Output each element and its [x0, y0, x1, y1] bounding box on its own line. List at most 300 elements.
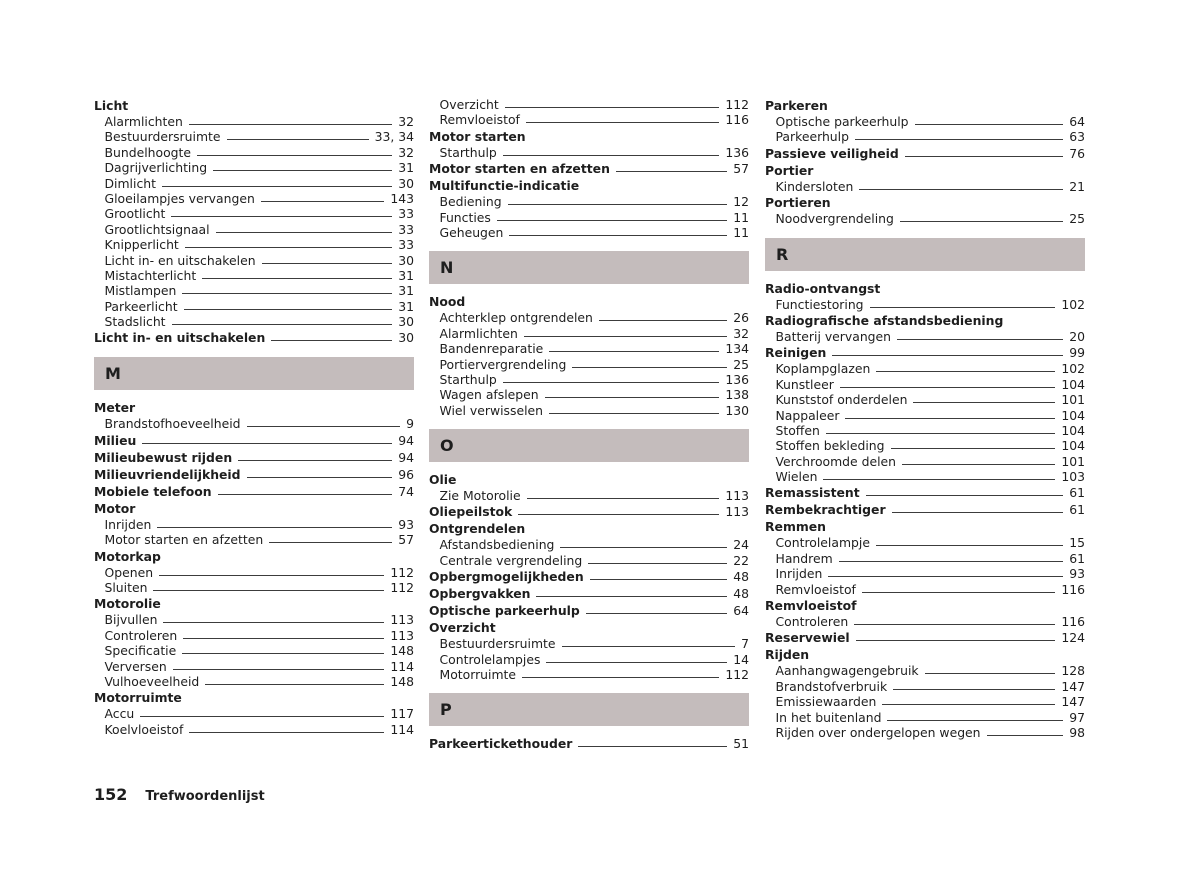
page-reference: 33 [398, 237, 414, 253]
page-reference: 32 [733, 325, 749, 341]
index-subentry [765, 679, 1085, 694]
entry-term: Controlelampjes [439, 651, 541, 667]
page-reference: 113 [725, 504, 749, 520]
page-reference: 96 [398, 466, 414, 482]
entry-term: Centrale vergrendeling [439, 552, 583, 568]
page-reference: 102 [1061, 296, 1085, 312]
index-subentry [94, 129, 414, 144]
leader-line [616, 171, 727, 172]
page-reference: 64 [733, 603, 749, 619]
leader-line [202, 278, 392, 279]
index-subentry [429, 667, 749, 682]
page-reference: 101 [1061, 392, 1085, 408]
entry-term: Handrem [775, 550, 833, 566]
leader-line [882, 704, 1055, 705]
page-reference: 94 [398, 432, 414, 448]
index-entry [765, 162, 1085, 179]
leader-line [887, 720, 1063, 721]
leader-line [518, 514, 719, 515]
entry-term: Wagen afslepen [439, 387, 539, 403]
leader-line [545, 397, 720, 398]
page-reference: 24 [733, 537, 749, 553]
leader-line [213, 170, 392, 171]
page-reference: 12 [733, 194, 749, 210]
leader-line [503, 155, 720, 156]
page-reference: 31 [398, 267, 414, 283]
entry-term: Milieuvriendelijkheid [94, 466, 241, 482]
entry-term: Brandstofhoeveelheid [104, 416, 241, 432]
index-subentry [429, 194, 749, 209]
index-subentry [94, 237, 414, 252]
index-subentry [765, 423, 1085, 438]
index-subentry [94, 283, 414, 298]
leader-line [503, 382, 720, 383]
index-column-2 [429, 97, 749, 752]
index-subentry [94, 706, 414, 721]
page-reference: 93 [1069, 566, 1085, 582]
entry-term: Inrijden [104, 516, 152, 532]
leader-line [915, 124, 1064, 125]
section-letter-header: R [765, 238, 1085, 271]
index-column-1 [94, 97, 414, 737]
entry-term: Bandenreparatie [439, 341, 544, 357]
entry-term: Milieu [94, 432, 137, 448]
index-entry [765, 646, 1085, 663]
index-entry [429, 520, 749, 537]
page-reference: 48 [733, 569, 749, 585]
leader-line [173, 669, 385, 670]
page-reference: 148 [390, 673, 414, 689]
entry-term: Motorruimte [439, 667, 517, 683]
entry-term: Stadslicht [104, 314, 166, 330]
leader-line [189, 732, 384, 733]
entry-term: Functiestoring [775, 296, 864, 312]
entry-term: Reservewiel [765, 630, 850, 646]
entry-term: Opbergvakken [429, 586, 531, 602]
index-subentry [94, 643, 414, 658]
page-reference: 112 [390, 564, 414, 580]
page-reference: 31 [398, 298, 414, 314]
index-subentry [429, 357, 749, 372]
index-entry [429, 177, 749, 194]
leader-line [205, 684, 384, 685]
entry-term: Afstandsbediening [439, 537, 555, 553]
index-entry [94, 689, 414, 706]
entry-term: Controlelampje [775, 535, 870, 551]
entry-term: Alarmlichten [439, 325, 518, 341]
page-reference: 134 [725, 341, 749, 357]
leader-line [159, 575, 384, 576]
leader-line [855, 139, 1063, 140]
leader-line [182, 293, 392, 294]
page-reference: 114 [390, 658, 414, 674]
entry-term: Multifunctie-indicatie [429, 178, 580, 194]
page-reference: 104 [1061, 422, 1085, 438]
leader-line [216, 232, 393, 233]
index-subentry [94, 314, 414, 329]
entry-term: Specificatie [104, 643, 177, 659]
entry-term: Rijden over ondergelopen wegen [775, 724, 981, 740]
entry-term: Grootlichtsignaal [104, 221, 210, 237]
index-subentry [429, 310, 749, 325]
leader-line [866, 495, 1064, 496]
page-reference: 143 [390, 190, 414, 206]
section-letter-header: N [429, 251, 749, 284]
entry-term: Radio-ontvangst [765, 280, 881, 296]
entry-term: Milieubewust rijden [94, 449, 233, 465]
index-entry [94, 432, 414, 449]
index-entry [94, 466, 414, 483]
leader-line [140, 716, 384, 717]
page-reference: 117 [390, 706, 414, 722]
entry-term: Nappaleer [775, 407, 840, 423]
page-reference: 33, 34 [374, 129, 414, 145]
leader-line [142, 443, 392, 444]
entry-term: Brandstofverbruik [775, 678, 888, 694]
index-subentry [429, 145, 749, 160]
entry-term: Bijvullen [104, 612, 158, 628]
index-subentry [765, 582, 1085, 597]
index-subentry [765, 377, 1085, 392]
index-subentry [765, 329, 1085, 344]
index-entry [765, 501, 1085, 518]
leader-line [163, 622, 384, 623]
page-reference: 138 [725, 387, 749, 403]
page-reference: 113 [725, 488, 749, 504]
index-entry [429, 619, 749, 636]
entry-term: Remvloeistof [775, 581, 856, 597]
entry-term: Inrijden [775, 566, 823, 582]
entry-term: Batterij vervangen [775, 328, 892, 344]
leader-line [590, 579, 728, 580]
index-entry [765, 518, 1085, 535]
page-reference: 31 [398, 160, 414, 176]
leader-line [183, 638, 384, 639]
page-reference: 11 [733, 209, 749, 225]
page-reference: 61 [1069, 485, 1085, 501]
leader-line [536, 596, 727, 597]
page-reference: 103 [1061, 469, 1085, 485]
index-subentry [94, 145, 414, 160]
page-reference: 101 [1061, 453, 1085, 469]
leader-line [546, 662, 727, 663]
page-reference: 113 [390, 612, 414, 628]
index-subentry [94, 612, 414, 627]
page-reference: 116 [725, 112, 749, 128]
page-reference: 93 [398, 516, 414, 532]
page-reference: 116 [1061, 614, 1085, 630]
entry-term: Reinigen [765, 345, 827, 361]
entry-term: Remassistent [765, 485, 860, 501]
index-entry [429, 128, 749, 145]
entry-term: Gloeilampjes vervangen [104, 190, 255, 206]
page-number: 152 [94, 785, 128, 804]
leader-line [189, 124, 392, 125]
entry-term: Openen [104, 564, 154, 580]
index-entry [765, 145, 1085, 162]
leader-line [522, 677, 719, 678]
page-reference: 30 [398, 175, 414, 191]
page-reference: 31 [398, 283, 414, 299]
leader-line [870, 307, 1056, 308]
index-subentry [429, 488, 749, 503]
page-reference: 51 [733, 736, 749, 752]
index-entry [94, 595, 414, 612]
page-footer [94, 785, 265, 804]
page-reference: 76 [1069, 145, 1085, 161]
leader-line [839, 561, 1064, 562]
index-subentry [765, 438, 1085, 453]
index-subentry [765, 663, 1085, 678]
leader-line [162, 186, 392, 187]
leader-line [876, 371, 1055, 372]
leader-line [892, 512, 1064, 513]
index-column-3 [765, 97, 1085, 740]
leader-line [197, 155, 392, 156]
index-subentry [765, 469, 1085, 484]
page-reference: 130 [725, 402, 749, 418]
page-reference: 74 [398, 483, 414, 499]
leader-line [526, 122, 719, 123]
leader-line [153, 590, 384, 591]
leader-line [826, 433, 1056, 434]
index-entry [94, 97, 414, 114]
index-subentry [765, 535, 1085, 550]
page-reference: 33 [398, 206, 414, 222]
page-reference: 112 [390, 580, 414, 596]
page-reference: 136 [725, 144, 749, 160]
entry-term: Accu [104, 706, 135, 722]
entry-term: Meter [94, 400, 136, 416]
index-subentry [765, 392, 1085, 407]
leader-line [271, 340, 392, 341]
entry-term: Remmen [765, 519, 826, 535]
index-entry [765, 312, 1085, 329]
leader-line [891, 448, 1056, 449]
entry-term: Portier [765, 162, 814, 178]
index-subentry [765, 114, 1085, 129]
entry-term: Radiografische afstandsbediening [765, 312, 1004, 328]
entry-term: Rembekrachtiger [765, 502, 886, 518]
entry-term: Remvloeistof [765, 598, 857, 614]
index-subentry [765, 614, 1085, 629]
leader-line [854, 624, 1055, 625]
leader-line [832, 355, 1063, 356]
leader-line [828, 576, 1063, 577]
index-subentry [765, 179, 1085, 194]
page-reference: 104 [1061, 407, 1085, 423]
index-subentry [765, 566, 1085, 581]
leader-line [856, 640, 1056, 641]
leader-line [586, 613, 727, 614]
leader-line [508, 204, 728, 205]
page-reference: 32 [398, 114, 414, 129]
leader-line [897, 339, 1063, 340]
entry-term: Motorruimte [94, 690, 182, 706]
index-subentry [94, 532, 414, 547]
entry-term: Zie Motorolie [439, 488, 521, 504]
entry-term: Parkeren [765, 98, 828, 113]
leader-line [157, 527, 392, 528]
index-entry [429, 735, 749, 752]
index-subentry [765, 710, 1085, 725]
entry-term: Dimlicht [104, 175, 156, 191]
entry-term: Stoffen [775, 422, 820, 438]
page-reference: 57 [398, 532, 414, 548]
index-entry [94, 483, 414, 500]
leader-line [185, 247, 392, 248]
entry-term: Grootlicht [104, 206, 166, 222]
section-letter-header: P [429, 693, 749, 726]
leader-line [524, 336, 727, 337]
index-subentry [429, 210, 749, 225]
page-reference: 148 [390, 643, 414, 659]
entry-term: Motor starten en afzetten [104, 532, 264, 548]
index-subentry [765, 725, 1085, 740]
index-subentry [429, 341, 749, 356]
leader-line [859, 189, 1063, 190]
entry-term: Stoffen bekleding [775, 438, 885, 454]
page-reference: 97 [1069, 709, 1085, 725]
page-reference: 25 [1069, 211, 1085, 227]
index-subentry [429, 652, 749, 667]
entry-term: Licht in- en uitschakelen [94, 330, 266, 346]
entry-term: Kunstleer [775, 376, 834, 392]
index-entry [765, 280, 1085, 297]
entry-term: Portieren [765, 195, 831, 211]
entry-term: Aanhangwagengebruik [775, 663, 919, 679]
index-entry [765, 597, 1085, 614]
index-subentry [765, 551, 1085, 566]
entry-term: Noodvergrendeling [775, 211, 894, 227]
entry-term: Alarmlichten [104, 114, 183, 129]
entry-term: Parkeerhulp [775, 129, 849, 145]
page-reference: 61 [1069, 502, 1085, 518]
entry-term: Overzicht [439, 97, 499, 112]
page-reference: 98 [1069, 724, 1085, 740]
entry-term: Mobiele telefoon [94, 483, 212, 499]
entry-term: Motor starten en afzetten [429, 161, 610, 177]
entry-term: Functies [439, 209, 491, 225]
index-subentry [765, 408, 1085, 423]
leader-line [913, 402, 1055, 403]
page-reference: 104 [1061, 438, 1085, 454]
entry-term: Geheugen [439, 224, 504, 240]
entry-term: Starthulp [439, 371, 497, 387]
index-subentry [94, 222, 414, 237]
page-reference: 61 [1069, 550, 1085, 566]
leader-line [900, 221, 1063, 222]
page-reference: 20 [1069, 328, 1085, 344]
index-subentry [94, 628, 414, 643]
index-subentry [94, 659, 414, 674]
index-subentry [765, 211, 1085, 226]
leader-line [238, 460, 392, 461]
index-subentry [94, 517, 414, 532]
leader-line [171, 216, 392, 217]
index-entry [94, 449, 414, 466]
entry-term: Mistlampen [104, 283, 177, 299]
index-subentry [94, 191, 414, 206]
entry-term: Opbergmogelijkheden [429, 569, 584, 585]
leader-line [182, 653, 384, 654]
index-entry [94, 548, 414, 565]
index-subentry [94, 176, 414, 191]
entry-term: Starthulp [439, 144, 497, 160]
page-reference: 48 [733, 586, 749, 602]
entry-term: Emissiewaarden [775, 694, 877, 710]
entry-term: Bediening [439, 194, 502, 210]
leader-line [527, 498, 720, 499]
leader-line [987, 735, 1064, 736]
index-entry [429, 568, 749, 585]
entry-term: Parkeertickethouder [429, 736, 573, 752]
index-entry [429, 602, 749, 619]
index-subentry [94, 268, 414, 283]
index-subentry [429, 553, 749, 568]
page-reference: 128 [1061, 663, 1085, 679]
leader-line [905, 156, 1063, 157]
index-subentry [765, 361, 1085, 376]
page-reference: 15 [1069, 535, 1085, 551]
index-entry [94, 500, 414, 517]
leader-line [578, 746, 727, 747]
page-reference: 7 [741, 636, 749, 652]
entry-term: Passieve veiligheid [765, 145, 899, 161]
entry-term: Vulhoeveelheid [104, 673, 200, 689]
index-subentry [429, 387, 749, 402]
entry-term: Achterklep ontgrendelen [439, 310, 593, 326]
leader-line [505, 107, 720, 108]
page-reference: 114 [390, 721, 414, 737]
page-reference: 94 [398, 449, 414, 465]
index-subentry [429, 537, 749, 552]
page-reference: 113 [390, 627, 414, 643]
leader-line [549, 351, 719, 352]
page-reference: 102 [1061, 361, 1085, 377]
entry-term: Oliepeilstok [429, 504, 513, 520]
page-reference: 22 [733, 552, 749, 568]
page-reference: 30 [398, 330, 414, 346]
page-reference: 99 [1069, 345, 1085, 361]
entry-term: Bestuurdersruimte [104, 129, 221, 145]
index-subentry [94, 565, 414, 580]
entry-term: Overzicht [429, 620, 496, 636]
index-subentry [94, 299, 414, 314]
index-subentry [94, 160, 414, 175]
page-reference: 147 [1061, 678, 1085, 694]
footer-title: Trefwoordenlijst [145, 789, 265, 804]
leader-line [184, 309, 393, 310]
entry-term: Portiervergrendeling [439, 356, 567, 372]
index-entry [429, 471, 749, 488]
page-reference: 9 [406, 416, 414, 432]
index-subentry [429, 372, 749, 387]
leader-line [572, 367, 727, 368]
leader-line [247, 426, 401, 427]
page-reference: 11 [733, 224, 749, 240]
leader-line [862, 592, 1055, 593]
page-reference: 112 [725, 97, 749, 112]
entry-term: Dagrijverlichting [104, 160, 208, 176]
leader-line [218, 494, 393, 495]
entry-term: Ontgrendelen [429, 521, 526, 537]
index-entry [765, 97, 1085, 114]
index-subentry [94, 722, 414, 737]
entry-term: Nood [429, 294, 466, 310]
page-reference: 64 [1069, 114, 1085, 129]
page-reference: 112 [725, 667, 749, 683]
